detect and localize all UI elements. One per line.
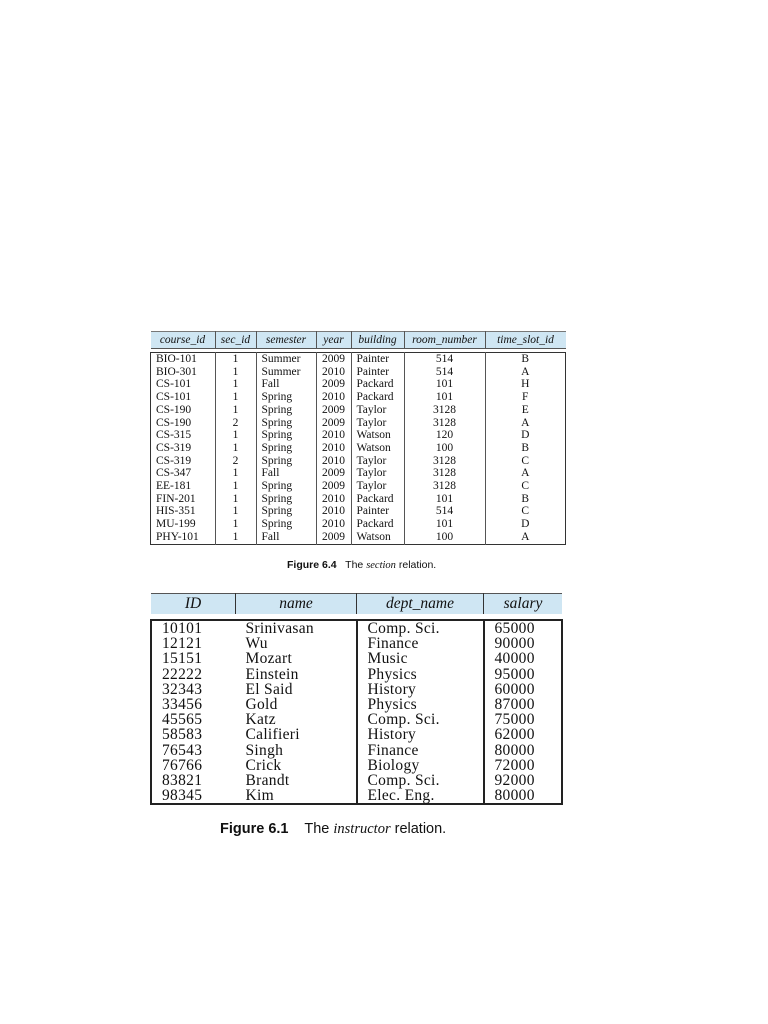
table-cell-id: 58583 — [162, 726, 203, 744]
column-header: semester — [256, 332, 316, 349]
table-cell-time-slot-id: A — [485, 366, 566, 379]
table-cell-name: El Said — [236, 682, 357, 697]
table-cell-year: 2009 — [316, 480, 351, 493]
caption-text: relation. — [394, 821, 447, 837]
table-cell-name: Brandt — [236, 773, 357, 788]
table-cell-id: 10101 — [162, 620, 203, 637]
table-cell-sec-id: 1 — [215, 531, 256, 544]
table-cell-semester: Spring — [256, 429, 316, 442]
table-row — [151, 620, 562, 636]
table-cell-semester: Summer — [256, 366, 316, 379]
table-row — [151, 455, 566, 468]
table-cell-building: Painter — [351, 366, 404, 379]
table-cell-semester: Spring — [256, 493, 316, 506]
table-cell-name: Mozart — [236, 651, 357, 666]
table-row — [151, 667, 562, 682]
table-row — [151, 727, 562, 742]
table-cell-building: Painter — [351, 353, 404, 366]
caption-relation-name: section — [366, 560, 396, 571]
column-header: salary — [484, 594, 563, 615]
section-relation-table — [150, 331, 566, 545]
table-cell-semester: Spring — [256, 391, 316, 404]
table-cell-sec-id: 1 — [215, 429, 256, 442]
table-cell-name: Califieri — [236, 727, 357, 742]
table-cell-year: 2010 — [316, 493, 351, 506]
table-cell-building: Taylor — [351, 417, 404, 430]
section-table-body — [151, 353, 566, 545]
column-header: name — [236, 594, 357, 615]
caption-text: The — [304, 821, 330, 837]
figure-6-1-caption — [220, 821, 446, 838]
table-cell-room-number: 3128 — [404, 467, 485, 480]
table-cell-room-number: 120 — [404, 429, 485, 442]
table-cell-name: Srinivasan — [236, 620, 357, 636]
table-row — [151, 493, 566, 506]
table-cell-time-slot-id: A — [485, 531, 566, 544]
table-row — [151, 467, 566, 480]
table-cell-course-id: PHY-101 — [151, 531, 216, 544]
table-row — [151, 480, 566, 493]
table-cell-time-slot-id: B — [485, 353, 566, 366]
table-cell-time-slot-id: B — [485, 493, 566, 506]
table-cell-year: 2009 — [316, 404, 351, 417]
figure-6-4-caption — [287, 559, 436, 571]
table-cell-time-slot-id: C — [485, 480, 566, 493]
table-cell-building: Packard — [351, 518, 404, 531]
table-cell-sec-id: 1 — [215, 366, 256, 379]
table-cell-name: Crick — [236, 758, 357, 773]
column-header: sec_id — [215, 332, 256, 349]
table-cell-sec-id: 1 — [215, 480, 256, 493]
table-cell-building: Taylor — [351, 404, 404, 417]
figure-label: Figure 6.1 — [220, 821, 289, 837]
table-cell-course-id: CS-101 — [151, 378, 216, 391]
table-cell-building: Taylor — [351, 455, 404, 468]
table-cell-salary: 90000 — [494, 635, 535, 653]
table-cell-semester: Spring — [256, 455, 316, 468]
table-cell-year: 2010 — [316, 366, 351, 379]
table-cell-dept-name: Finance — [357, 636, 484, 651]
table-cell-time-slot-id: H — [485, 378, 566, 391]
table-cell-dept-name: Comp. Sci. — [357, 773, 484, 788]
table-cell-year: 2010 — [316, 455, 351, 468]
table-cell-sec-id: 2 — [215, 455, 256, 468]
table-cell-building: Packard — [351, 378, 404, 391]
table-cell-name: Kim — [236, 788, 357, 804]
table-cell-course-id: EE-181 — [151, 480, 216, 493]
table-cell-room-number: 3128 — [404, 404, 485, 417]
table-cell-salary: 80000 — [494, 787, 535, 805]
table-cell-sec-id: 1 — [215, 518, 256, 531]
table-cell-semester: Spring — [256, 442, 316, 455]
table-cell-course-id: HIS-351 — [151, 505, 216, 518]
table-cell-name: Katz — [236, 712, 357, 727]
table-row — [151, 773, 562, 788]
table-cell-salary: 65000 — [494, 620, 535, 637]
table-row — [151, 636, 562, 651]
table-cell-year: 2010 — [316, 442, 351, 455]
table-cell-sec-id: 1 — [215, 391, 256, 404]
table-cell-time-slot-id: D — [485, 518, 566, 531]
table-row — [151, 366, 566, 379]
table-row — [151, 758, 562, 773]
table-cell-id: 45565 — [162, 711, 203, 729]
table-cell-sec-id: 2 — [215, 417, 256, 430]
table-row — [151, 378, 566, 391]
table-cell-semester: Spring — [256, 480, 316, 493]
table-cell-time-slot-id: E — [485, 404, 566, 417]
table-cell-building: Packard — [351, 493, 404, 506]
table-cell-salary: 62000 — [494, 726, 535, 744]
table-cell-room-number: 101 — [404, 493, 485, 506]
table-cell-room-number: 3128 — [404, 455, 485, 468]
table-cell-building: Taylor — [351, 480, 404, 493]
table-cell-year: 2010 — [316, 429, 351, 442]
table-cell-salary: 60000 — [494, 680, 535, 698]
table-cell-room-number: 3128 — [404, 480, 485, 493]
table-cell-sec-id: 1 — [215, 442, 256, 455]
table-cell-time-slot-id: A — [485, 417, 566, 430]
caption-text: relation. — [398, 559, 437, 571]
caption-relation-name: instructor — [333, 821, 391, 837]
table-cell-course-id: CS-101 — [151, 391, 216, 404]
table-cell-year: 2010 — [316, 518, 351, 531]
table-cell-semester: Spring — [256, 518, 316, 531]
table-row — [151, 404, 566, 417]
table-row — [151, 743, 562, 758]
table-cell-room-number: 101 — [404, 391, 485, 404]
table-cell-id: 22222 — [162, 665, 203, 683]
table-cell-course-id: BIO-301 — [151, 366, 216, 379]
table-cell-course-id: MU-199 — [151, 518, 216, 531]
table-cell-year: 2009 — [316, 417, 351, 430]
column-header: dept_name — [357, 594, 484, 615]
table-cell-course-id: CS-319 — [151, 442, 216, 455]
column-header: ID — [151, 594, 236, 615]
table-row — [151, 417, 566, 430]
table-cell-salary: 40000 — [494, 650, 535, 668]
table-cell-course-id: CS-315 — [151, 429, 216, 442]
table-cell-room-number: 100 — [404, 531, 485, 544]
column-header: course_id — [151, 332, 216, 349]
table-cell-dept-name: Elec. Eng. — [357, 788, 484, 804]
table-cell-building: Watson — [351, 429, 404, 442]
caption-text: The — [345, 559, 364, 571]
table-cell-id: 32343 — [162, 680, 203, 698]
table-cell-salary: 95000 — [494, 665, 535, 683]
table-cell-id: 83821 — [162, 772, 203, 790]
table-cell-semester: Spring — [256, 404, 316, 417]
table-cell-sec-id: 1 — [215, 505, 256, 518]
table-cell-name: Wu — [236, 636, 357, 651]
table-cell-building: Packard — [351, 391, 404, 404]
table-cell-time-slot-id: A — [485, 467, 566, 480]
table-row — [151, 442, 566, 455]
table-cell-sec-id: 1 — [215, 404, 256, 417]
table-cell-salary: 75000 — [494, 711, 535, 729]
column-header: time_slot_id — [485, 332, 566, 349]
table-cell-id: 12121 — [162, 635, 203, 653]
table-row — [151, 682, 562, 697]
section-header-row — [151, 332, 566, 349]
table-cell-time-slot-id: C — [485, 505, 566, 518]
table-cell-sec-id: 1 — [215, 467, 256, 480]
instructor-table-body — [151, 620, 562, 804]
table-cell-room-number: 514 — [404, 353, 485, 366]
table-row — [151, 651, 562, 666]
table-cell-time-slot-id: C — [485, 455, 566, 468]
table-cell-dept-name: Physics — [357, 697, 484, 712]
table-row — [151, 391, 566, 404]
table-cell-building: Watson — [351, 531, 404, 544]
table-cell-year: 2009 — [316, 467, 351, 480]
table-cell-salary: 80000 — [494, 741, 535, 759]
table-row — [151, 505, 566, 518]
table-cell-year: 2009 — [316, 531, 351, 544]
table-cell-year: 2010 — [316, 391, 351, 404]
table-cell-salary: 87000 — [494, 696, 535, 714]
table-cell-id: 76766 — [162, 756, 203, 774]
table-row — [151, 429, 566, 442]
table-cell-semester: Fall — [256, 467, 316, 480]
table-cell-room-number: 100 — [404, 442, 485, 455]
table-cell-id: 98345 — [162, 787, 203, 805]
table-cell-building: Taylor — [351, 467, 404, 480]
table-row — [151, 353, 566, 366]
table-cell-dept-name: Comp. Sci. — [357, 620, 484, 636]
table-cell-course-id: FIN-201 — [151, 493, 216, 506]
table-cell-year: 2009 — [316, 378, 351, 391]
table-cell-salary: 92000 — [494, 772, 535, 790]
table-cell-name: Gold — [236, 697, 357, 712]
table-cell-room-number: 3128 — [404, 417, 485, 430]
table-cell-semester: Spring — [256, 505, 316, 518]
table-cell-course-id: CS-347 — [151, 467, 216, 480]
table-cell-name: Einstein — [236, 667, 357, 682]
table-cell-time-slot-id: D — [485, 429, 566, 442]
table-cell-course-id: CS-190 — [151, 404, 216, 417]
table-cell-name: Singh — [236, 743, 357, 758]
table-cell-semester: Fall — [256, 531, 316, 544]
table-cell-time-slot-id: B — [485, 442, 566, 455]
column-header: room_number — [404, 332, 485, 349]
table-row — [151, 531, 566, 544]
table-row — [151, 518, 566, 531]
table-row — [151, 697, 562, 712]
table-cell-dept-name: History — [357, 682, 484, 697]
table-cell-room-number: 514 — [404, 366, 485, 379]
column-header: year — [316, 332, 351, 349]
table-cell-id: 15151 — [162, 650, 203, 668]
table-cell-semester: Summer — [256, 353, 316, 366]
table-cell-id: 33456 — [162, 696, 203, 714]
table-cell-course-id: CS-319 — [151, 455, 216, 468]
table-cell-dept-name: Comp. Sci. — [357, 712, 484, 727]
table-cell-time-slot-id: F — [485, 391, 566, 404]
table-cell-course-id: CS-190 — [151, 417, 216, 430]
table-cell-room-number: 101 — [404, 378, 485, 391]
figure-label: Figure 6.4 — [287, 559, 337, 571]
table-cell-building: Watson — [351, 442, 404, 455]
table-cell-building: Painter — [351, 505, 404, 518]
table-cell-year: 2009 — [316, 353, 351, 366]
table-cell-course-id: BIO-101 — [151, 353, 216, 366]
table-cell-dept-name: Biology — [357, 758, 484, 773]
table-cell-sec-id: 1 — [215, 493, 256, 506]
table-cell-dept-name: Music — [357, 651, 484, 666]
table-cell-dept-name: Finance — [357, 743, 484, 758]
table-cell-year: 2010 — [316, 505, 351, 518]
column-header: building — [351, 332, 404, 349]
instructor-relation-table — [150, 593, 563, 805]
table-cell-semester: Fall — [256, 378, 316, 391]
table-cell-sec-id: 1 — [215, 353, 256, 366]
table-cell-dept-name: Physics — [357, 667, 484, 682]
table-cell-sec-id: 1 — [215, 378, 256, 391]
table-cell-room-number: 101 — [404, 518, 485, 531]
instructor-header-row — [151, 594, 562, 615]
table-cell-semester: Spring — [256, 417, 316, 430]
table-cell-dept-name: History — [357, 727, 484, 742]
table-cell-id: 76543 — [162, 741, 203, 759]
table-cell-room-number: 514 — [404, 505, 485, 518]
table-row — [151, 712, 562, 727]
table-row — [151, 788, 562, 804]
table-cell-salary: 72000 — [494, 756, 535, 774]
